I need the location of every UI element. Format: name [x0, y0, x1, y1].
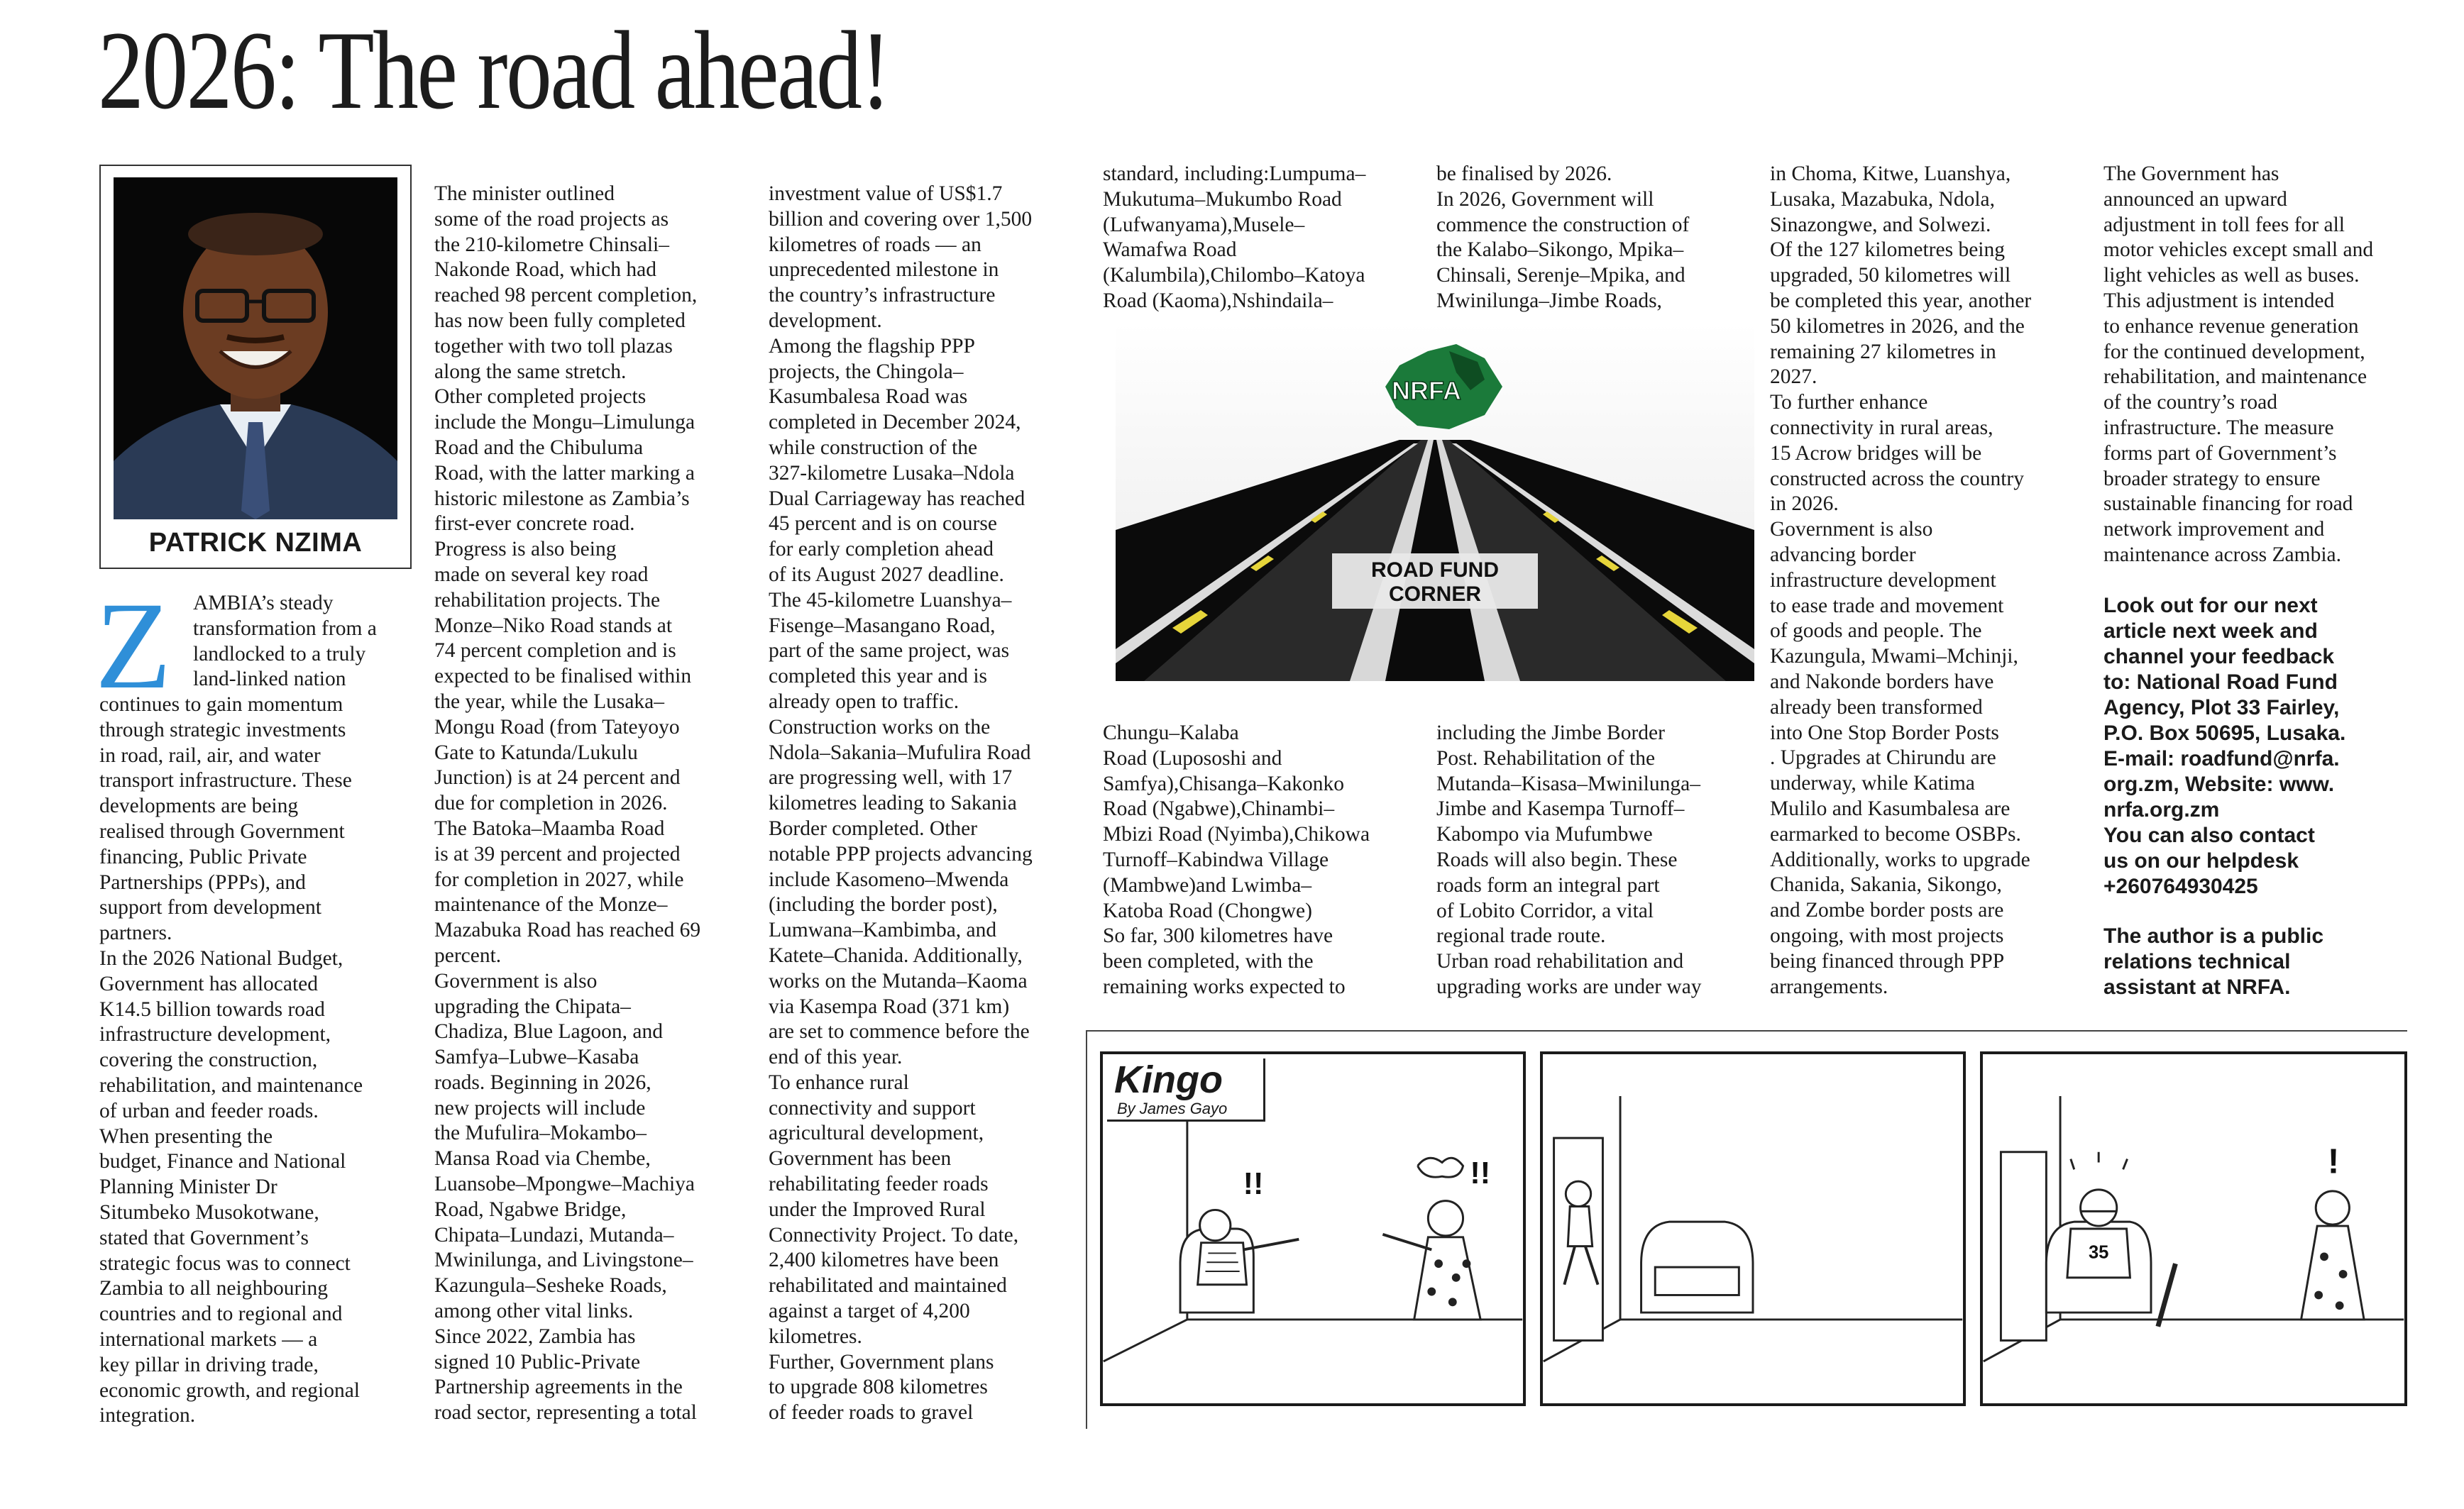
comic-title-box	[1107, 1058, 1265, 1122]
article-column-1: continues to gain momentum through strategic investments in road, rail, air, and water transport infrastructure. These developments are being realised through Government financing, Public Private Partnerships (PPPs), and support from development partners. In the 2026 National Budget, Government has allocated K14.5 billion towards road infrastructure development, covering the construction, rehabilitation, and maintenance of urban and feeder roads. When presenting the budget, Finance and National Planning Minister Dr Situmbeko Musokotwane, stated that Government’s strategic focus was to connect Zambia to all neighbouring countries and to regional and international markets — a key pillar in driving trade, economic growth, and regional integration.	[99, 693, 363, 1427]
article-column-4-top: standard, including:Lumpuma– Mukutuma–Mukumbo Road (Lufwanyama),Musele– Wamafwa Road (Kalumbila),Chilombo–Katoya Road (Kaoma),Nshindaila–	[1103, 162, 1366, 312]
author-portrait-image	[114, 177, 397, 519]
nrfa-logo-text: NRFA	[1392, 376, 1461, 405]
article-column-5-bottom: including the Jimbe Border Post. Rehabilitation of the Mutanda–Kisasa–Mwinilunga– Jimbe and Kasempa Turnoff– Kabompo via Mufumbwe Roads will also begin. These roads form an integral part of Lobito Corridor, a vital regional trade route. Urban road rehabilitation and upgrading works are under way	[1436, 722, 1702, 998]
corner-label-line-2: CORNER	[1388, 582, 1482, 606]
article-column-5-top: be finalised by 2026. In 2026, Government will commence the construction of the Kalabo–Sikongo, Mpika– Chinsali, Serenje–Mpika, and Mwinilunga–Jimbe Roads,	[1436, 162, 1690, 312]
corner-label-line-1: ROAD FUND	[1371, 558, 1499, 582]
comic-exclaim-2: !!	[1470, 1156, 1491, 1191]
road-fund-corner-image	[1116, 323, 1754, 681]
comic-top-rule	[1086, 1030, 2407, 1032]
comic-byline: By James Gayo	[1117, 1100, 1228, 1117]
comic-panel-1	[1100, 1051, 1526, 1406]
article-lead: AMBIA’s steady transformation from a landlocked to a truly land-linked nation	[193, 592, 377, 691]
article-column-3: investment value of US$1.7 billion and covering over 1,500 kilometres of roads — an unprecedented milestone in the country’s infrastructure development. Among the flagship PPP projects, the Chingola– Kasumbalesa Road was completed in December 2024, while construction of the 327-kilometre Lusaka–Ndola Dual Carriageway has reached 45 percent and is on course for early completion ahead of its August 2027 deadline. The 45-kilometre Luanshya– Fisenge–Masangano Road, part of the same project, was completed this year and is already open to traffic. Construction works on the Ndola–Sakania–Mufulira Road are progressing well, with 17 kilometres leading to Sakania Border completed. Other notable PPP projects advancing include Kasomeno–Mwenda (including the border post), Lumwana–Kambimba, and Katete–Chanida. Additionally, works on the Mutanda–Kaoma via Kasempa Road (371 km) are set to commence before the end of this year. To enhance rural connectivity and support agricultural development, Government has been rehabilitating feeder roads under the Improved Rural Connectivity Project. To date, 2,400 kilometres have been rehabilitated and maintained against a target of 4,200 kilometres. Further, Government plans to upgrade 808 kilometres of feeder roads to gravel	[769, 182, 1033, 1425]
feedback-promo: Look out for our next article next week and channel your feedback to: National Road Fund Agency, Plot 33 Fairley, P.O. Box 50695, Lusaka. E-mail: roadfund@nrfa. org.zm, Website: www. nrfa.org.zm You can also contact us on our helpdesk +260764930425	[2103, 594, 2346, 898]
article-column-6: in Choma, Kitwe, Luanshya, Lusaka, Mazabuka, Ndola, Sinazongwe, and Solwezi. Of the 127 kilometres being upgraded, 50 kilometres will be completed this year, another 50 kilometres in 2026, and the remaining 27 kilometres in 2027. To further enhance connectivity in rural areas, 15 Acrow bridges will be constructed across the country in 2026. Government is also advancing border infrastructure development to ease trade and movement of goods and people. The Kazungula, Mwami–Mchinji, and Nakonde borders have already been transformed into One Stop Border Posts . Upgrades at Chirundu are underway, while Katima Mulilo and Kasumbalesa are earmarked to become OSBPs. Additionally, works to upgrade Chanida, Sakania, Sikongo, and Zombe border posts are ongoing, with most projects being financed through PPP arrangements.	[1770, 162, 2032, 998]
drop-cap: Z	[95, 577, 172, 715]
road-illustration	[1116, 323, 1754, 681]
headline: 2026: The road ahead!	[98, 9, 890, 133]
author-photo	[114, 177, 397, 519]
comic-panel-3	[1980, 1051, 2407, 1406]
article-column-2: The minister outlined some of the road projects as the 210-kilometre Chinsali– Nakonde Road, which had reached 98 percent completion, has now been fully completed together with two toll plazas along the same stretch. Other completed projects include the Mongu–Limulunga Road and the Chibuluma Road, with the latter marking a historic milestone as Zambia’s first-ever concrete road. Progress is also being made on several key road rehabilitation projects. The Monze–Niko Road stands at 74 percent completion and is expected to be finalised within the year, while the Lusaka– Mongu Road (from Tateyoyo Gate to Katunda/Lukulu Junction) is at 24 percent and due for completion in 2026. The Batoka–Maamba Road is at 39 percent and projected for completion in 2027, while maintenance of the Monze– Mazabuka Road has reached 69 percent. Government is also upgrading the Chipata– Chadiza, Blue Lagoon, and Samfya–Lubwe–Kasaba roads. Beginning in 2026, new projects will include the Mufulira–Mokambo– Mansa Road via Chembe, Luansobe–Mpongwe–Machiya Road, Ngabwe Bridge, Chipata–Lundazi, Mutanda– Mwinilunga, and Livingstone– Kazungula–Sesheke Roads, among other vital links. Since 2022, Zambia has signed 10 Public-Private Partnership agreements in the road sector, representing a total	[434, 182, 701, 1425]
comic-panel-3-art	[1983, 1054, 2404, 1403]
author-note: The author is a public relations technical assistant at NRFA.	[2103, 924, 2324, 999]
comic-exclaim-3: !	[2327, 1142, 2340, 1181]
comic-exclaim-1: !!	[1243, 1166, 1264, 1201]
article-column-4-bottom: Chungu–Kalaba Road (Lupososhi and Samfya),Chisanga–Kakonko Road (Ngabwe),Chinambi– Mbizi Road (Nyimba),Chikowa Turnoff–Kabindwa Village (Mambwe)and Lwimba– Katoba Road (Chongwe) So far, 300 kilometres have been completed, with the remaining works expected to	[1103, 722, 1370, 998]
author-name: PATRICK NZIMA	[148, 528, 363, 558]
comic-left-rule	[1086, 1030, 1087, 1429]
article-column-7: The Government has announced an upward adjustment in toll fees for all motor vehicles except small and light vehicles as well as buses. This adjustment is intended to enhance revenue generation for the continued development, rehabilitation, and maintenance of the country’s road infrastructure. The measure forms part of Government’s broader strategy to ensure sustainable financing for road network improvement and maintenance across Zambia.	[2103, 162, 2374, 566]
comic-title: Kingo	[1114, 1058, 1223, 1101]
comic-jersey-number: 35	[2088, 1242, 2109, 1263]
comic-panel-2	[1540, 1051, 1966, 1406]
comic-panel-2-art	[1543, 1054, 1963, 1403]
